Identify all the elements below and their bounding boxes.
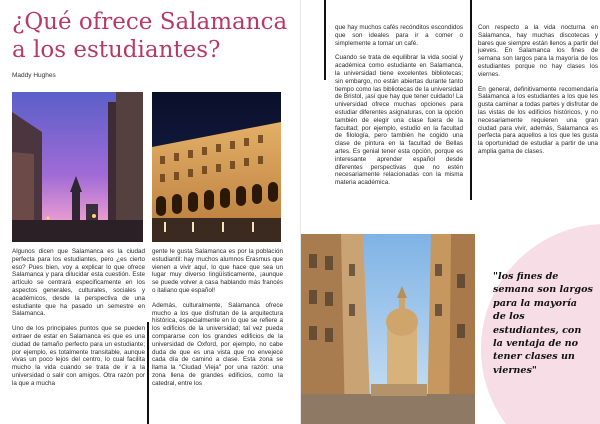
paragraph: Algunos dicen que Salamanca es la ciudad perfecta para los estudiantes, pero ¿es cierto eso? Pues bien, voy a explicar lo que ofrece Salamanca y para dilucidar esta cuestión. Este artículo se centrará especificamente en los aspectos generales, culturales, sociales y académicos, desde la perspectiva de una estudiante que ha pasado un semestre en Salamanca. <box>12 248 145 318</box>
photo-plaza-mayor-night <box>152 92 281 242</box>
left-column-2 <box>152 248 283 395</box>
paragraph: que hay muchos cafés recónditos escondidos que son ideales para ir a comer o simplemente a tomar un café. <box>335 24 463 47</box>
right-column-1 <box>335 24 463 194</box>
right-page <box>301 0 600 424</box>
paragraph: En general, definitivamente recomendaría Salamanca a los estudiantes a los que les gusta caminar a todas partes y disfrutar de las vistas de los edificios históricos, y no necesariamente requieren una gran ciudad para vivir, además, Salamanca es perfecta para aquellos a los que les gusta la oportunidad de estudiar a partir de una amplia gama de clases. <box>478 85 598 155</box>
photo-street-cathedral <box>301 234 475 424</box>
right-column-2 <box>478 24 598 163</box>
left-column-1 <box>12 248 145 395</box>
article-title: ¿Qué ofrece Salamanca a los estudiantes? <box>12 9 288 63</box>
photo-dusk-street <box>12 92 143 242</box>
paragraph: Cuando se trata de equilibrar la vida social y académica como estudiante en Salamanca, la universidad tiene excelentes bibliotecas; sin embargo, no están abiertas durante tanto tiempo como las bibliotecas de la universidad de Bristol, ¡así que hay que tener cuidado! La universidad ofrece muchas opciones para estudiar diferentes asignaturas, con la opción también de elegir una clase fuera de la facultad; por ejemplo, estudio en la facultad de filología, pero también he cogido una clase de pintura en la facultad de Bellas artes. Es genial tener esta opción, porque es interesante aprender español desde diferentes perspectivas que no estén necesariamente relacionadas con la misma materia académica. <box>335 54 463 187</box>
pull-quote: "los fines de semana son largos para la mayoría de los estudiantes, con la ventaja de no tener clases un viernes" <box>493 271 593 376</box>
paragraph: Con respecto a la vida nocturna en Salamanca, hay muchas discotecas y bares que siempre están llenos a partir del jueves. En Salamanca los fines de semana son largos para la mayoría de los estudiantes porque no hay clases los viernes. <box>478 24 598 78</box>
column-rule <box>470 0 472 200</box>
paragraph: Además, culturalmente, Salamanca ofrece mucho a los que disfrutan de la arquitectura histórica, especialmente en lo que se refiere a los edificios de la universidad; tal vez pueda compararse con los grandes edificios de la universidad de Oxford, por ejemplo, no cabe duda de que es una vista que no envejece cada día de camino a clase. Esta zona se llama la "Ciudad Vieja" por una razón: una zona llena de grandes edificios, como la catedral, entre los <box>152 301 283 387</box>
paragraph: gente le gusta Salamanca es por la población estudiantil: hay muchos alumnos Erasmus que vienen a vivir aquí, lo que hace que sea un lugar muy diverso lingüísticamente, ¡aunque se puede volver a casa hablando más francés o italiano que español! <box>152 248 283 294</box>
paragraph: Uno de los principales puntos que se pueden extraer de estar en Salamanca es que es una ciudad de tamaño perfecto para un estudiante; por ejemplo, es totalmente transitable, aunque vivas un poco lejos del centro, lo cual facilita mucho la vida cuando se trata de ir a la universidad o salir con amigos. Otra razón por la que a mucha <box>12 325 145 387</box>
column-rule <box>324 0 326 80</box>
author-byline: Maddy Hughes <box>12 72 56 79</box>
column-rule <box>147 322 149 424</box>
